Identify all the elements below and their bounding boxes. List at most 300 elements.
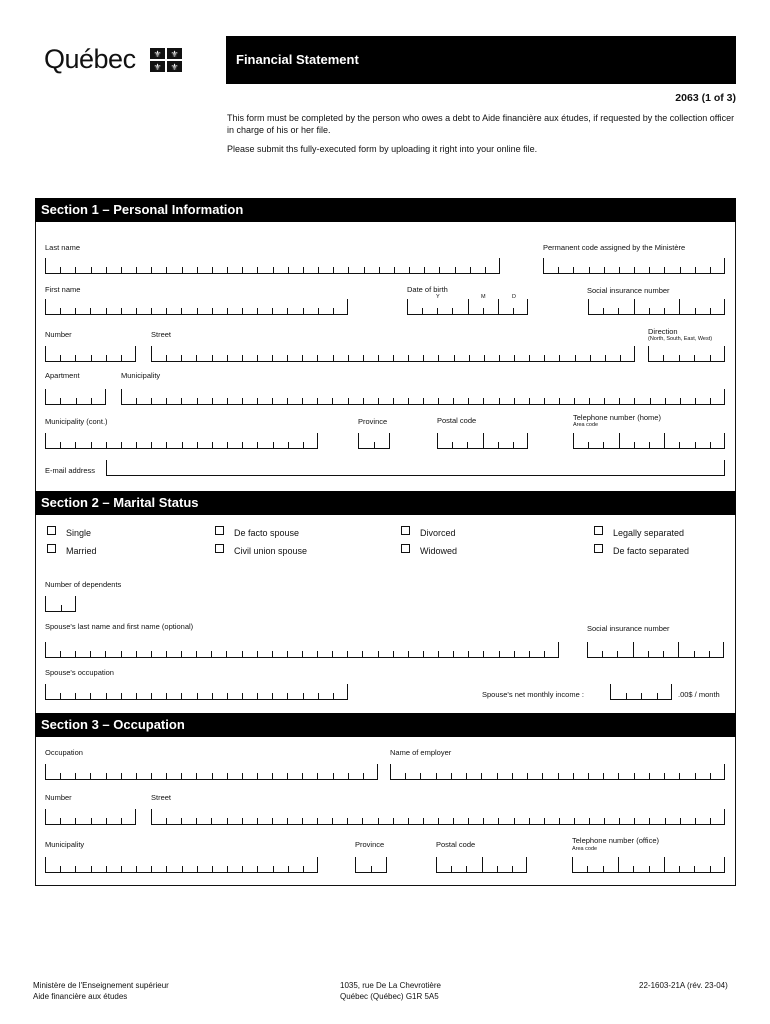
comb-tick (136, 773, 137, 779)
comb-tick (499, 355, 500, 361)
comb-tick (664, 267, 665, 273)
comb-tick (710, 355, 711, 361)
comb-tick (648, 346, 649, 361)
comb-tick (468, 398, 469, 404)
comb-tick (273, 442, 274, 448)
province-field[interactable] (358, 434, 390, 449)
comb-tick (633, 642, 634, 657)
comb-tick (166, 651, 167, 657)
comb-tick (227, 693, 228, 699)
comb-tick (242, 442, 243, 448)
comb-tick (45, 764, 46, 779)
comb-tick (303, 267, 304, 273)
comb-tick (378, 398, 379, 404)
section-1-header (35, 198, 736, 222)
comb-tick (121, 267, 122, 273)
comb-tick (288, 866, 289, 872)
comb-tick (363, 773, 364, 779)
comb-tick (90, 651, 91, 657)
comb-tick (498, 818, 499, 824)
de-facto-spouse-checkbox[interactable] (215, 526, 224, 535)
married-checkbox[interactable] (47, 544, 56, 553)
work-postal-code-field[interactable] (436, 858, 527, 873)
section-3-header (35, 713, 736, 737)
comb-tick (710, 866, 711, 872)
spouse-sin-label: Social insurance number (587, 624, 670, 633)
comb-tick (423, 398, 424, 404)
comb-tick (649, 773, 650, 779)
comb-tick (257, 442, 258, 448)
comb-tick (318, 693, 319, 699)
net-income-label: Spouse's net monthly income : (482, 690, 584, 699)
de-facto-separated-checkbox[interactable] (594, 544, 603, 553)
spouse-occupation-field[interactable] (45, 685, 348, 700)
comb-tick (469, 355, 470, 361)
comb-tick (91, 442, 92, 448)
comb-tick (543, 258, 544, 273)
comb-tick (196, 651, 197, 657)
comb-tick (724, 809, 725, 824)
comb-tick (76, 398, 77, 404)
comb-tick (196, 818, 197, 824)
comb-tick (317, 355, 318, 361)
municipality-field[interactable] (121, 390, 725, 405)
comb-tick (136, 398, 137, 404)
comb-tick (513, 442, 514, 448)
comb-tick (454, 355, 455, 361)
comb-tick (678, 642, 679, 657)
comb-tick (649, 866, 650, 872)
comb-tick (437, 433, 438, 448)
direction-field[interactable] (648, 347, 725, 362)
comb-tick (317, 818, 318, 824)
comb-tick (618, 857, 619, 872)
comb-tick (75, 267, 76, 273)
comb-tick (671, 684, 672, 699)
spouse-sin-field[interactable] (587, 643, 724, 658)
comb-tick (512, 773, 513, 779)
comb-tick (724, 764, 725, 779)
comb-tick (544, 818, 545, 824)
comb-tick (272, 355, 273, 361)
comb-tick (257, 398, 258, 404)
comb-tick (197, 693, 198, 699)
comb-tick (332, 818, 333, 824)
comb-tick (91, 398, 92, 404)
office-phone-field[interactable] (572, 858, 725, 873)
comb-tick (136, 267, 137, 273)
comb-tick (378, 651, 379, 657)
comb-tick (453, 818, 454, 824)
legally-separated-checkbox[interactable] (594, 526, 603, 535)
comb-tick (529, 818, 530, 824)
comb-tick (106, 267, 107, 273)
comb-tick (197, 398, 198, 404)
comb-tick (302, 651, 303, 657)
comb-tick (181, 818, 182, 824)
comb-tick (166, 818, 167, 824)
date-of-birth-field[interactable] (407, 300, 528, 315)
comb-tick (333, 267, 334, 273)
spouse-name-field[interactable] (45, 643, 559, 658)
comb-tick (333, 773, 334, 779)
comb-tick (272, 308, 273, 314)
comb-tick (695, 818, 696, 824)
comb-tick (589, 267, 590, 273)
first-name-field[interactable] (45, 300, 348, 315)
comb-tick (695, 773, 696, 779)
work-postal-code-label: Postal code (436, 840, 476, 849)
comb-tick (106, 773, 107, 779)
comb-tick (363, 355, 364, 361)
comb-tick (287, 773, 288, 779)
comb-tick (723, 642, 724, 657)
comb-tick (347, 299, 348, 314)
date-of-birth-label: Date of birth (407, 285, 448, 294)
comb-tick (212, 355, 213, 361)
comb-tick (695, 267, 696, 273)
comb-tick (90, 773, 91, 779)
comb-tick (75, 355, 76, 361)
comb-tick (60, 398, 61, 404)
intro-text: This form must be completed by the person who owes a debt to Aide financière aux études, if requested by the collection officer in charge of his or her file. (227, 113, 735, 135)
work-municipality-field[interactable] (45, 858, 318, 873)
comb-tick (272, 398, 273, 404)
comb-tick (634, 398, 635, 404)
spouse-occupation-label: Spouse's occupation (45, 668, 114, 677)
footer-form-code: 22-1603-21A (rév. 23-04) (639, 981, 728, 990)
comb-tick (482, 857, 483, 872)
comb-tick (166, 773, 167, 779)
first-name-label: First name (45, 285, 81, 294)
comb-tick (363, 398, 364, 404)
dob-month-hint: M (481, 294, 486, 300)
comb-tick (439, 267, 440, 273)
income-suffix: .00$ / month (678, 690, 720, 699)
apartment-field[interactable] (45, 390, 106, 405)
comb-tick (371, 866, 372, 872)
comb-tick (272, 773, 273, 779)
svg-text:⚜: ⚜ (153, 50, 162, 60)
comb-tick (333, 693, 334, 699)
comb-tick (348, 355, 349, 361)
comb-tick (512, 866, 513, 872)
comb-tick (603, 442, 604, 448)
postal-code-field[interactable] (437, 434, 528, 449)
comb-tick (634, 442, 635, 448)
comb-tick (452, 442, 453, 448)
comb-tick (75, 651, 76, 657)
comb-tick (347, 818, 348, 824)
home-phone-field[interactable] (573, 434, 725, 449)
comb-tick (527, 433, 528, 448)
comb-tick (483, 651, 484, 657)
comb-tick (135, 809, 136, 824)
comb-tick (664, 433, 665, 448)
comb-tick (136, 866, 137, 872)
dob-year-hint: Y (436, 294, 440, 300)
de-facto-separated-label: De facto separated (613, 546, 690, 556)
comb-tick (438, 651, 439, 657)
comb-tick (303, 442, 304, 448)
quebec-logo-text: Québec (44, 44, 136, 74)
comb-tick (679, 442, 680, 448)
comb-tick (75, 773, 76, 779)
spouse-name-label: Spouse's last name and first name (optional) (45, 622, 194, 631)
number-label: Number (45, 330, 72, 339)
municipality-cont-label: Municipality (cont.) (45, 417, 108, 426)
comb-tick (497, 773, 498, 779)
comb-tick (227, 866, 228, 872)
comb-tick (60, 773, 61, 779)
comb-tick (166, 308, 167, 314)
comb-tick (60, 693, 61, 699)
widowed-checkbox[interactable] (401, 544, 410, 553)
comb-tick (423, 818, 424, 824)
comb-tick (348, 773, 349, 779)
section-2-title: Section 2 – Marital Status (41, 495, 199, 510)
last-name-field[interactable] (45, 259, 500, 274)
comb-tick (317, 433, 318, 448)
comb-tick (409, 267, 410, 273)
comb-tick (364, 267, 365, 273)
comb-tick (393, 355, 394, 361)
comb-tick (724, 857, 725, 872)
comb-tick (724, 258, 725, 273)
comb-tick (242, 651, 243, 657)
comb-tick (408, 818, 409, 824)
comb-tick (287, 355, 288, 361)
comb-tick (663, 355, 664, 361)
comb-tick (724, 460, 725, 475)
comb-tick (151, 809, 152, 824)
comb-tick (272, 651, 273, 657)
comb-tick (151, 773, 152, 779)
comb-tick (75, 866, 76, 872)
comb-tick (574, 398, 575, 404)
comb-tick (121, 308, 122, 314)
comb-tick (106, 442, 107, 448)
comb-tick (619, 267, 620, 273)
comb-tick (544, 398, 545, 404)
comb-tick (514, 651, 515, 657)
comb-tick (318, 308, 319, 314)
comb-tick (694, 866, 695, 872)
comb-tick (710, 308, 711, 314)
comb-tick (649, 442, 650, 448)
footer-ministry (33, 980, 169, 1002)
comb-tick (348, 267, 349, 273)
comb-tick (641, 693, 642, 699)
svg-text:⚜: ⚜ (170, 63, 179, 72)
occupation-label: Occupation (45, 748, 83, 757)
comb-tick (379, 267, 380, 273)
comb-tick (695, 308, 696, 314)
comb-tick (121, 866, 122, 872)
dependents-field[interactable] (45, 597, 76, 612)
comb-tick (679, 773, 680, 779)
comb-tick (45, 596, 46, 611)
comb-tick (694, 355, 695, 361)
comb-tick (710, 442, 711, 448)
comb-tick (287, 818, 288, 824)
comb-tick (181, 355, 182, 361)
comb-tick (257, 693, 258, 699)
comb-tick (485, 267, 486, 273)
footer-address-line-2: Québec (Québec) G1R 5A5 (340, 992, 439, 1001)
comb-tick (453, 651, 454, 657)
comb-tick (197, 267, 198, 273)
comb-tick (166, 693, 167, 699)
comb-tick (121, 693, 122, 699)
comb-tick (181, 693, 182, 699)
comb-tick (619, 818, 620, 824)
comb-tick (257, 355, 258, 361)
last-name-label: Last name (45, 243, 81, 252)
divorced-label: Divorced (420, 528, 456, 538)
comb-tick (45, 346, 46, 361)
comb-tick (332, 398, 333, 404)
comb-tick (710, 398, 711, 404)
comb-tick (603, 866, 604, 872)
net-income-field[interactable] (610, 685, 672, 700)
comb-tick (680, 398, 681, 404)
comb-tick (499, 398, 500, 404)
comb-tick (136, 442, 137, 448)
work-province-field[interactable] (355, 858, 387, 873)
comb-tick (588, 442, 589, 448)
home-phone-label: Telephone number (home) (573, 413, 661, 422)
comb-tick (649, 818, 650, 824)
comb-tick (619, 398, 620, 404)
comb-tick (303, 308, 304, 314)
comb-tick (709, 651, 710, 657)
comb-tick (542, 773, 543, 779)
comb-tick (559, 355, 560, 361)
occupation-field[interactable] (45, 765, 378, 780)
comb-tick (423, 651, 424, 657)
comb-tick (302, 355, 303, 361)
comb-tick (227, 355, 228, 361)
comb-tick (483, 308, 484, 314)
permanent-code-field[interactable] (543, 259, 725, 274)
comb-tick (497, 866, 498, 872)
comb-tick (211, 818, 212, 824)
comb-tick (679, 866, 680, 872)
comb-tick (603, 308, 604, 314)
municipality-cont-field[interactable] (45, 434, 318, 449)
comb-tick (483, 433, 484, 448)
work-number-field[interactable] (45, 810, 136, 825)
comb-tick (242, 693, 243, 699)
comb-tick (483, 398, 484, 404)
comb-tick (121, 389, 122, 404)
comb-tick (166, 442, 167, 448)
comb-tick (602, 651, 603, 657)
sin-field[interactable] (588, 300, 725, 315)
comb-tick (60, 651, 61, 657)
comb-tick (242, 355, 243, 361)
comb-tick (529, 398, 530, 404)
comb-tick (559, 818, 560, 824)
comb-tick (514, 818, 515, 824)
comb-tick (227, 267, 228, 273)
widowed-label: Widowed (420, 546, 458, 556)
street-field[interactable] (151, 347, 635, 362)
work-street-field[interactable] (151, 810, 725, 825)
comb-tick (679, 355, 680, 361)
comb-tick (587, 642, 588, 657)
comb-tick (212, 866, 213, 872)
comb-tick (529, 355, 530, 361)
home-area-code-hint: Area code (573, 422, 599, 428)
comb-tick (136, 308, 137, 314)
comb-tick (362, 651, 363, 657)
comb-tick (333, 355, 334, 361)
comb-tick (665, 398, 666, 404)
de-facto-spouse-label: De facto spouse (234, 528, 300, 538)
footer-address (340, 980, 441, 1002)
email-field[interactable] (106, 461, 725, 476)
single-checkbox[interactable] (47, 526, 56, 535)
comb-tick (355, 857, 356, 872)
comb-tick (422, 308, 423, 314)
comb-tick (438, 355, 439, 361)
comb-tick (680, 267, 681, 273)
comb-tick (121, 773, 122, 779)
comb-tick (273, 267, 274, 273)
office-area-code-hint: Area code (572, 846, 598, 852)
address-number-field[interactable] (45, 347, 136, 362)
comb-tick (106, 693, 107, 699)
comb-tick (227, 398, 228, 404)
comb-tick (603, 773, 604, 779)
comb-tick (45, 684, 46, 699)
divorced-checkbox[interactable] (401, 526, 410, 535)
comb-tick (197, 442, 198, 448)
comb-tick (45, 258, 46, 273)
comb-tick (626, 693, 627, 699)
comb-tick (212, 442, 213, 448)
comb-tick (121, 818, 122, 824)
comb-tick (588, 299, 589, 314)
comb-tick (75, 442, 76, 448)
legally-separated-label: Legally separated (613, 528, 685, 538)
comb-tick (438, 818, 439, 824)
comb-tick (90, 308, 91, 314)
comb-tick (287, 308, 288, 314)
comb-tick (362, 818, 363, 824)
comb-tick (390, 764, 391, 779)
comb-tick (303, 693, 304, 699)
comb-tick (61, 605, 62, 611)
comb-tick (559, 398, 560, 404)
office-phone-label: Telephone number (office) (572, 836, 659, 845)
civil-union-spouse-checkbox[interactable] (215, 544, 224, 553)
comb-tick (529, 651, 530, 657)
comb-tick (121, 442, 122, 448)
form-title-bar (226, 36, 736, 84)
comb-tick (438, 398, 439, 404)
comb-tick (544, 651, 545, 657)
comb-tick (106, 355, 107, 361)
comb-tick (121, 651, 122, 657)
employer-field[interactable] (390, 765, 725, 780)
comb-tick (136, 651, 137, 657)
comb-tick (590, 355, 591, 361)
svg-text:⚜: ⚜ (153, 63, 162, 72)
single-label: Single (66, 528, 92, 538)
